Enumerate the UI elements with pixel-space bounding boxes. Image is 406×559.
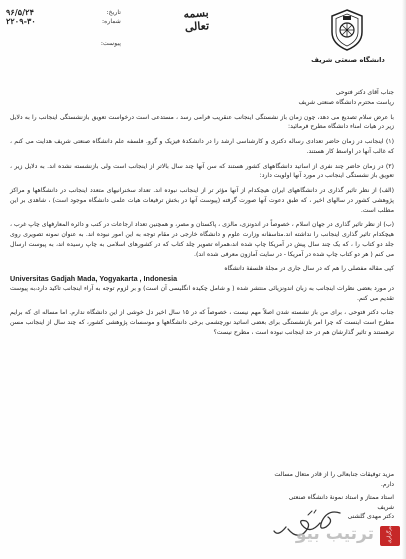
number-label: شماره: — [102, 18, 121, 25]
item-alef: (الف) از نظر تاثیر گذاری در دانشگاههای ایران هیچکدام از آنها مؤثر تر از اینجانب نبوده اند. تعداد سخنرانیهای متعدد اینجانب در دانشگاهها و مراکز پژوهشی کشور در سالهای اخیر ، که طبق دعوت آنها صورت گرفته (پیوست آنها در بخش ترفیعات هیات علمی دانشگاه موجود است) ، شاهدی بر این مطلب است. — [10, 187, 394, 214]
watermark-text: ترتیب بیو — [295, 524, 374, 544]
signer-name: دکتر مهدی گلشنی — [347, 513, 394, 520]
news-watermark — [284, 520, 400, 554]
item-be: (ب) از نظر تاثیر گذاری در جهان اسلام ، خصوصاً در اندونزی، مالزی ، پاکستان و مصر، و همچنین تعداد ارجاعات در کتب و دائره المعارفهای چاپ غرب ، هیچکدام تاثیر گذاری اینجانب را نداشته اند.متاسفانه وزارت علوم و دانشگاه خارجی در مقام توجه به این امور نبوده اند. به عنوان نمونه تصویری روی جلد دو کتاب را ، که یک چند سال پیش در آمریکا چاپ شده اند،همراه تصویر چلد کتاب که در کشورهای اسلامی به چاپ رسیده اند، به پیوست ارسال می کنم ( هر دو کتاب چاپ شده در آمریکا - در سایت آمازون معرفی شده اند). — [10, 221, 394, 258]
university-logo-icon — [328, 8, 366, 52]
salutation-line-1: جناب آقای دکتر فتوحی — [335, 89, 394, 96]
date-label: تاریخ: — [106, 9, 121, 16]
watermark-badge-text: خبرگزاری — [386, 523, 393, 544]
university-name: دانشگاه صنعتی شریف — [311, 56, 385, 64]
page-edge — [402, 0, 406, 559]
salutation-line-2: ریاست محترم دانشگاه صنعتی شریف — [298, 98, 394, 106]
letter-meta — [6, 8, 121, 48]
number-value: ۲۲۰۹-۳۰ — [6, 16, 36, 26]
watermark-badge — [380, 523, 400, 546]
number-row — [6, 17, 121, 26]
english-line: Universitas Gadjah Mada, Yogyakarta , Indonesia — [10, 274, 178, 283]
attachment-label: پیوست: — [100, 40, 121, 47]
thanks-line: مزید توفیقات جنابعالی را از قادر متعال مسالت دارم. — [274, 471, 394, 488]
letter-body — [10, 88, 394, 338]
attachment-row — [6, 39, 121, 48]
intro-paragraph: با عرض سلام تصدیع می دهد، چون زمان باز نشستگی اینجانب عنقریب فرامی رسد ، مستدعی است درخواست تعویق بازنشستگی اینجانب را به دلایل زیر در هیات امناء دانشگاه مطرح فرمائید: — [10, 113, 394, 131]
date-value: ۹۶/۵/۲۴ — [6, 7, 34, 17]
article-line: کپی مقاله مفصلی را هم که در سال جاری در مجلۀ فلسفۀ دانشگاه — [224, 265, 394, 273]
item-2: (۲) در زمان حاضر چند نفری از اساتید دانشگاههای کشور هستند که سن آنها چند سال بالاتر از اینجانب است ولی بازنشسته نشده اند. به دلایل زیر ، تعویق باز نشستگی اینجانب در مورد آنها اولویت دارد: — [10, 162, 394, 180]
item-1: (۱) اینجانب در زمان حاضر تعدادی رساله دکتری و کارشناسی ارشد را در دانشکدۀ فیزیک و گرو. فلسفه علم دانشگاه صنعتی شریف هدایت می کنم ، که غالب آنها در اواسط کار هستند. — [10, 138, 394, 155]
bism-header: بسمه تعالی — [183, 6, 210, 34]
closing-paragraph: جناب دکتر فتوحی ، برای من باز نشسته شدن اصلاً مهم نیست ، خصوصاً که در ۱۵ سال اخیر دل خوشی از این دانشگاه ندارم. اما مساله ای که برایم مطرح است اینست که چرا امر بازنشستگی برای بعضی اساتید نورچشمی برخی دانشگاهها و موسسات پژوهشی کشور، که چند سال از اینجانب مسن ترهستند و تاثیر گذارشان هم در حد اینجانب نبوده است ، مطرح نیست؟ — [10, 309, 395, 336]
indonesia-paragraph: در مورد بعضی نظرات اینجانب به زبان اندونزیائی منتشر شده ( و شامل چکیده انگلیسی آن است) و بر لزوم توجه به آراء اینجانب تاکید دارد،به پیوست تقدیم می کنم. — [10, 284, 394, 302]
title-line: استاد ممتاز و استاد نمونۀ دانشگاه صنعتی شریف — [288, 494, 394, 511]
